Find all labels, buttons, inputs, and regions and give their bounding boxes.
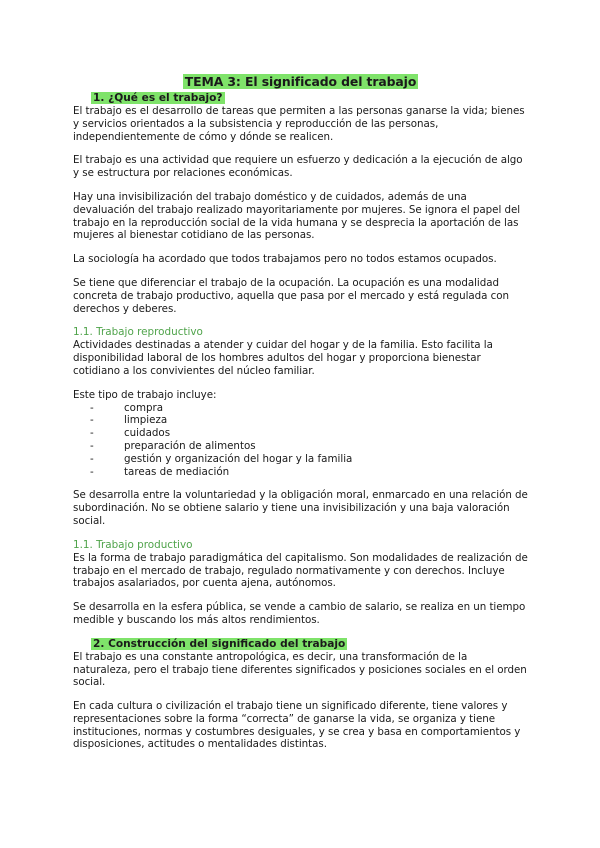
list-item: - tareas de mediación — [90, 466, 528, 479]
list-item: - cuidados — [90, 427, 528, 440]
document-title: TEMA 3: El significado del trabajo — [184, 74, 417, 89]
s1-paragraph-5: Se tiene que diferenciar el trabajo de la ocupación. La ocupación es una modalidad concreta de trabajo productivo, aquella que pasa por el mercado y está regulada con derechos y deberes. — [73, 276, 509, 315]
reproductivo-closing: Se desarrolla entre la voluntariedad y la obligación moral, enmarcado en una relación de subordinación. No se obtiene salario y tiene una invisibilización y una baja valoración social. — [73, 489, 528, 527]
section-2-heading — [91, 638, 528, 651]
reproductivo-list-intro: Este tipo de trabajo incluye: — [73, 388, 217, 401]
subsection-1-1-heading: 1.1. Trabajo reproductivo — [73, 326, 203, 339]
title-wrap — [73, 71, 528, 90]
list-item: - preparación de alimentos — [90, 440, 528, 453]
s1-paragraph-1: El trabajo es el desarrollo de tareas que permiten a las personas ganarse la vida; bienes y servicios orientados a la subsistencia y reproducción de las personas, independientemente de cómo y dónde se realicen. — [73, 105, 525, 143]
s1-paragraph-4: La sociología ha acordado que todos trabajamos pero no todos estamos ocupados. — [73, 253, 497, 266]
s2-paragraph-1: El trabajo es una constante antropológica, es decir, una transformación de la naturaleza, pero el trabajo tiene diferentes significados y posiciones sociales en el orden social. — [73, 650, 527, 689]
subsection-productivo-heading: 1.1. Trabajo productivo — [73, 538, 193, 551]
productivo-closing: Se desarrolla en la esfera pública, se vende a cambio de salario, se realiza en un tiempo medible y buscando los más altos rendimientos. — [73, 601, 526, 626]
productivo-intro: Es la forma de trabajo paradigmática del capitalismo. Son modalidades de realización de trabajo en el mercado de trabajo, regulado normativamente y con derechos. Incluye trabajos asalariados, por cuenta ajena, autónomos. — [73, 551, 528, 590]
s1-paragraph-3: Hay una invisibilización del trabajo doméstico y de cuidados, además de una devaluación del trabajo realizado mayoritariamente por mujeres. Se ignora el papel del trabajo en la reproducción social de la vida humana y se desprecia la aportación de las mujeres al bienestar cotidiano de las personas. — [73, 190, 521, 242]
s1-paragraph-2: El trabajo es una actividad que requiere un esfuerzo y dedicación a la ejecución de algo y se estructura por relaciones económicas. — [73, 154, 523, 180]
reproductivo-intro: Actividades destinadas a atender y cuidar del hogar y de la familia. Esto facilita la disponibilidad laboral de los hombres adultos del hogar y proporciona bienestar cotidiano a los convivientes del núcleo familiar. — [73, 339, 493, 377]
section-1-heading — [91, 92, 528, 105]
list-item: - limpieza — [90, 414, 528, 427]
section-1-heading-text: 1. ¿Qué es el trabajo? — [93, 92, 223, 104]
list-item: - gestión y organización del hogar y la familia — [90, 453, 528, 466]
reproductivo-list — [73, 402, 528, 479]
section-2-heading-text: 2. Construcción del significado del trabajo — [93, 637, 346, 650]
s2-paragraph-2: En cada cultura o civilización el trabajo tiene un significado diferente, tiene valores y representaciones sobre la forma “correcta” de ganarse la vida, se organiza y tiene instituciones, normas y costumbres desiguales, y se crea y basa en comportamientos y disposiciones, actitudes o mentalidades distintas. — [73, 700, 521, 751]
list-item: - compra — [90, 402, 528, 415]
